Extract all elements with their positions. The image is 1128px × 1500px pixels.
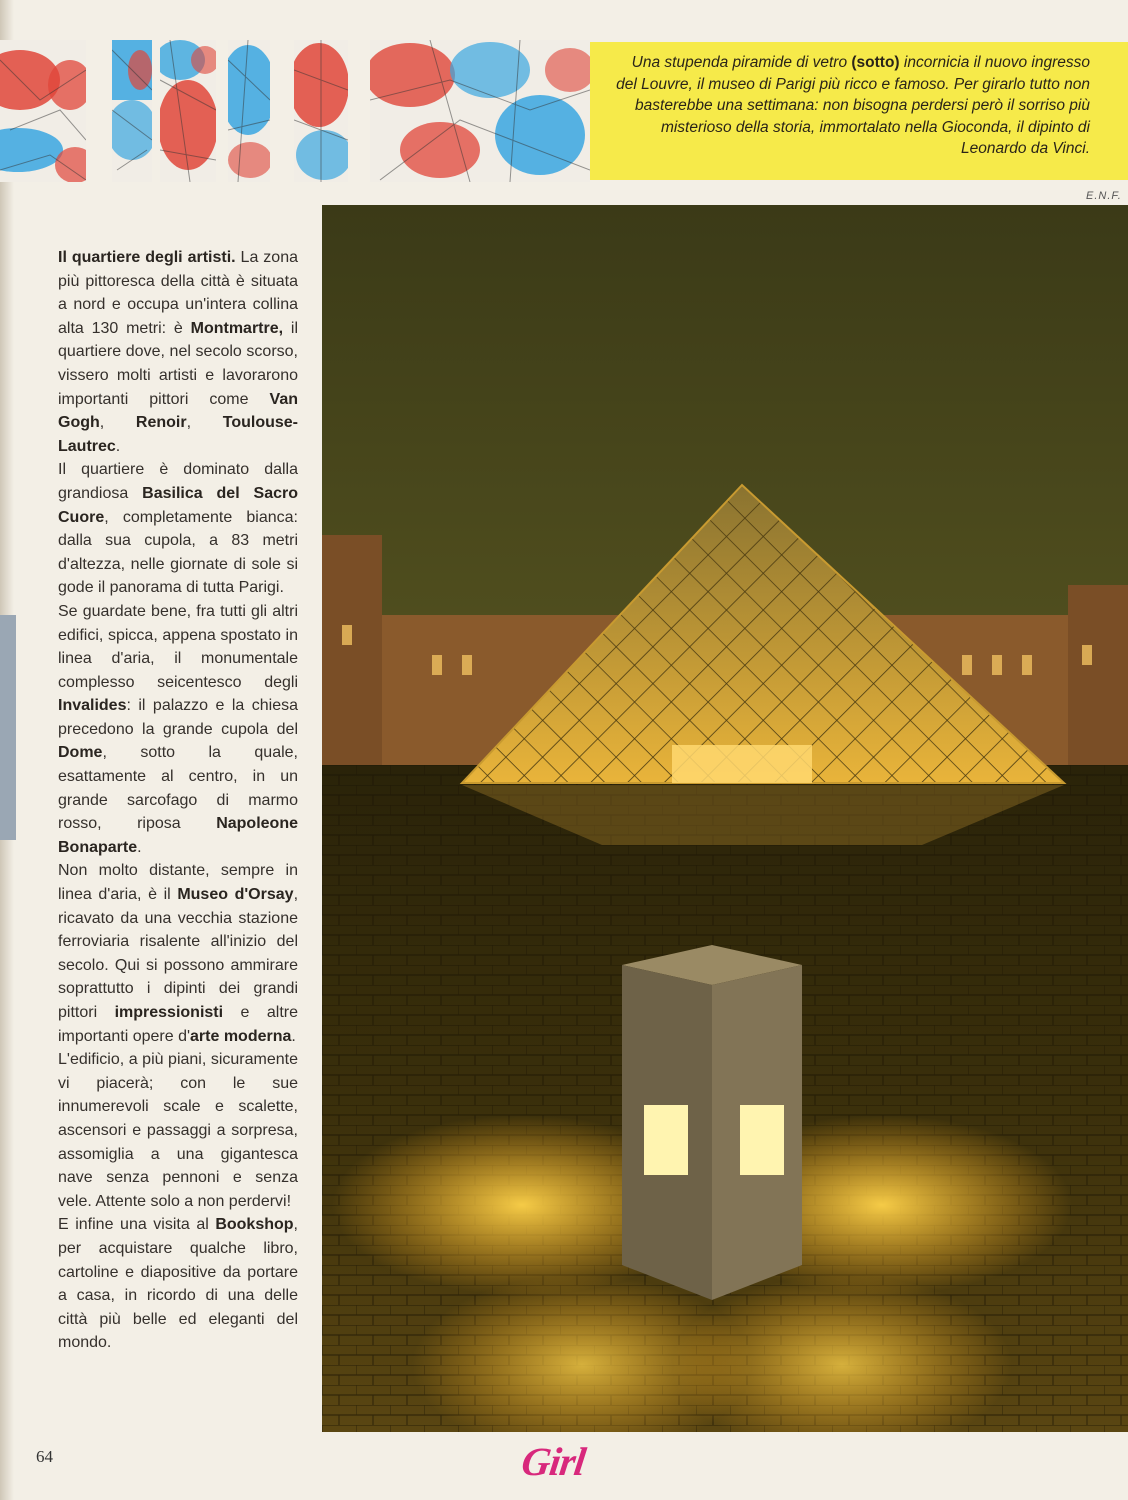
photo-credit: E.N.F. [1086, 190, 1122, 202]
caption-text-rest: incornicia il nuovo ingresso del Louvre, il museo di Parigi più ricco e famoso. Per girarlo tutto non basterebbe una settimana: non bisogna perdersi però il sorriso più misterioso della storia, immortalato nella Gioconda, il dipinto di Leonardo da Vinci. [616, 54, 1090, 157]
bold-term: Toulouse-Lautrec [58, 414, 298, 455]
text-run: . [137, 838, 142, 856]
text-run: . [291, 1027, 296, 1045]
photo-caption-box [590, 42, 1128, 180]
louvre-pyramid-photo [322, 205, 1128, 1432]
text-run: e altre importanti opere d' [58, 1004, 298, 1045]
side-tab [0, 615, 16, 840]
text-run: , [186, 414, 223, 432]
map-tile-5 [294, 40, 348, 182]
text-run: Il quartiere è dominato dalla grandiosa [58, 461, 298, 502]
text-run: E infine una visita al [58, 1216, 216, 1234]
bold-term: Van Gogh [58, 390, 298, 432]
map-tile-3 [160, 40, 216, 182]
bold-term: Montmartre, [190, 319, 284, 337]
text-run: il quartiere dove, nel secolo scorso, vissero molti artisti e lavorarono importanti pittori come [58, 319, 298, 408]
article-paragraph-1 [58, 246, 298, 458]
map-tile-1 [0, 40, 86, 182]
map-tile-6 [370, 40, 590, 182]
bold-term: Basilica del Sacro Cuore [58, 484, 298, 526]
article-paragraph-4 [58, 859, 298, 1048]
article-paragraph-3 [58, 600, 298, 860]
caption-bold: (sotto) [851, 54, 900, 71]
text-run: . [115, 437, 121, 455]
map-tile-2 [112, 40, 152, 182]
text-run: , sotto la quale, esattamente al centro, in un grande sarcofago di marmo rosso, riposa [58, 744, 298, 833]
magazine-logo: Girl [518, 1439, 588, 1484]
section-heading: Il quartiere degli artisti. [58, 249, 236, 266]
bold-term: Renoir [135, 414, 187, 432]
bold-term: Dome [58, 744, 103, 762]
bold-term: Bookshop [215, 1216, 294, 1234]
article-column [58, 246, 298, 1355]
article-paragraph-6 [58, 1213, 298, 1355]
text-run: : il palazzo e la chiesa precedono la grande cupola del [58, 697, 298, 738]
text-run: , ricavato da una vecchia stazione ferroviaria risalente all'inizio del secolo. Qui si possono ammirare soprattutto i dipinti dei grandi pittori [58, 886, 299, 1021]
text-run: , completamente bianca: dalla sua cupola, a 83 metri d'altezza, nelle giornate di sole si gode il panorama di tutta Parigi. [58, 508, 298, 597]
article-paragraph-5: L'edificio, a più piani, sicuramente vi piacerà; con le sue innumerevoli scale e scalette, ascensori e passaggi a sorpresa, assomiglia a una gigantesca nave senza pennoni e senza vele. Attente solo a non perdervi! [58, 1051, 298, 1210]
bold-term: Napoleone Bonaparte [58, 815, 298, 856]
bold-term: Museo d'Orsay [177, 886, 294, 904]
caption-text: Una stupenda piramide di vetro [631, 54, 852, 71]
photo-caption [610, 52, 1090, 160]
bold-term: impressionisti [114, 1004, 224, 1021]
bold-term: arte moderna [190, 1027, 292, 1045]
article-paragraph-2 [58, 458, 298, 600]
text-run: , [99, 414, 136, 432]
page-number: 64 [36, 1447, 53, 1466]
text-run: La zona più pittoresca della città è situata a nord e occupa un'intera collina alta 130 metri: è [58, 249, 299, 337]
text-run: Se guardate bene, fra tutti gli altri edifici, spicca, appena spostato in linea d'aria, il monumentale complesso seicentesco degli [58, 602, 298, 691]
map-tile-4 [228, 40, 270, 182]
bold-term: Invalides [58, 697, 127, 715]
text-run: , per acquistare qualche libro, cartoline e diapositive da portare a casa, in ricordo di una delle città più belle ed eleganti del mondo. [58, 1216, 298, 1352]
text-run: Non molto distante, sempre in linea d'aria, è il [58, 862, 298, 904]
